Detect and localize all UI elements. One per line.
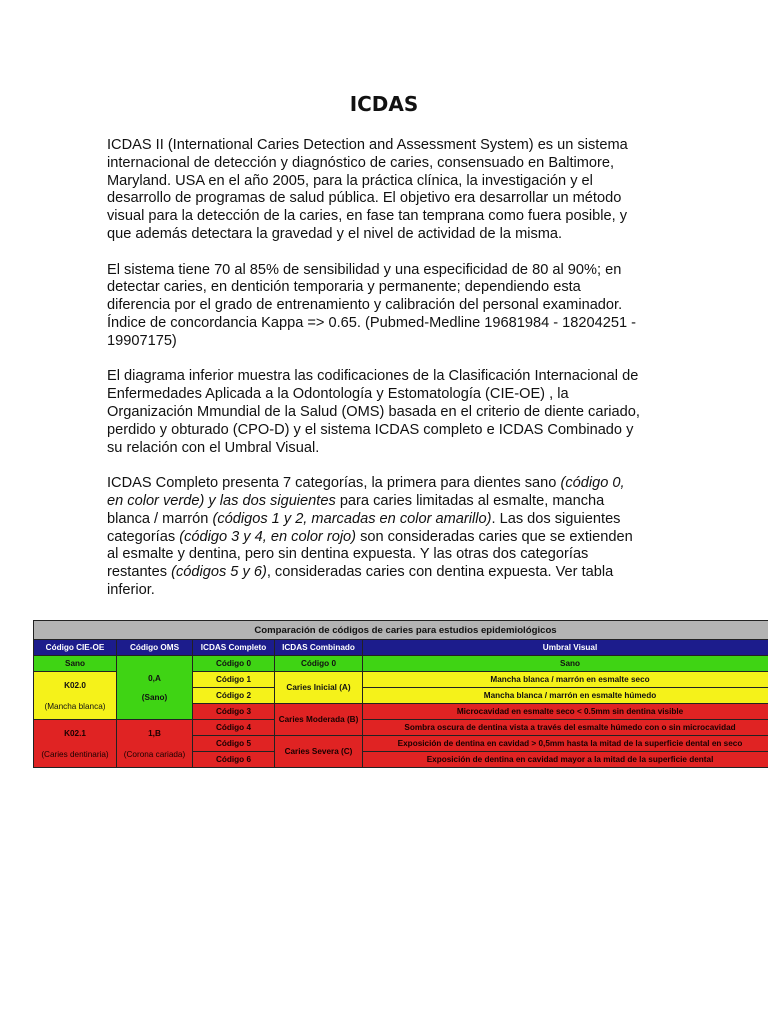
cie-caries-dentinaria: (Caries dentinaria) — [41, 749, 109, 759]
paragraph-4-italic: (códigos 5 y 6) — [171, 564, 267, 581]
icdas-codigo-4: Código 4 — [193, 720, 275, 736]
cie-sano: Sano — [34, 656, 117, 672]
combinado-codigo-0: Código 0 — [275, 656, 363, 672]
header-icdas-completo: ICDAS Completo — [193, 640, 275, 656]
paragraph-4-text: . Las dos siguientes categorías — [107, 510, 621, 545]
cie-k021 — [34, 720, 117, 768]
oms-0a-code: 0,A — [148, 673, 161, 683]
paragraph-4-text: son consideradas caries que se extienden al esmalte y dentina, pero sin dentina expuesta. Y las otras dos categorías restantes — [107, 528, 633, 581]
paragraph-4-italic: (código 0, en color verde) y las dos siguientes — [107, 475, 625, 509]
table-row — [34, 720, 768, 736]
caries-codes-table — [33, 620, 768, 768]
table-row — [34, 656, 768, 672]
icdas-codigo-5: Código 5 — [193, 736, 275, 752]
header-cie-oe: Código CIE-OE — [34, 640, 117, 656]
header-icdas-combinado: ICDAS Combinado — [275, 640, 363, 656]
oms-0a — [117, 656, 193, 720]
umbral-4: Sombra oscura de dentina vista a través del esmalte húmedo con o sin microcavidad — [363, 720, 768, 736]
paragraph-4 — [107, 475, 667, 600]
combinado-moderada: Caries Moderada (B) — [275, 704, 363, 736]
oms-1b — [117, 720, 193, 768]
cie-k021-code: K02.1 — [64, 728, 86, 738]
umbral-1: Mancha blanca / marrón en esmalte seco — [363, 672, 768, 688]
icdas-codigo-1: Código 1 — [193, 672, 275, 688]
umbral-sano: Sano — [363, 656, 768, 672]
paragraph-3: El diagrama inferior muestra las codificaciones de la Clasificación Internacional de Enfermedades Aplicada a la Odontología y Estomatología (CIE-OE) , la Organización Mmundial de la Salud (OMS) basada en el criterio de diente cariado, perdido y obturado (CPO-D) y el sistema ICDAS completo e ICDAS Combinado y su relación con el Umbral Visual. — [107, 368, 640, 456]
cie-k020 — [34, 672, 117, 720]
paragraph-2: El sistema tiene 70 al 85% de sensibilidad y una especificidad de 80 al 90%; en detectar caries, en dentición temporaria y permanente; dependiendo esta diferencia por el grado de entrenamiento y calibración del personal examinador. Índice de concordancia Kappa => 0.65. (Pubmed-Medline 19681984 - 18204251 - 19907175) — [107, 261, 636, 349]
umbral-2: Mancha blanca / marrón en esmalte húmedo — [363, 688, 768, 704]
table-header-row — [34, 640, 768, 656]
header-oms: Código OMS — [117, 640, 193, 656]
table-title: Comparación de códigos de caries para estudios epidemiológicos — [34, 621, 768, 640]
paragraph-1: ICDAS II (International Caries Detection and Assessment System) es un sistema internacional de detección y diagnóstico de caries, consensuado en Baltimore, Maryland. USA en el año 2005, para la práctica clínica, la investigación y el desarrollo de programas de salud pública. El objetivo era desarrollar un método visual para la detección de la caries, en fase tan temprana como fuera posible, y que además detectara la gravedad y el nivel de actividad de la misma. — [107, 137, 628, 242]
oms-sano-label: (Sano) — [141, 692, 168, 702]
cie-k020-code: K02.0 — [64, 680, 86, 690]
cie-mancha-blanca: (Mancha blanca) — [44, 701, 106, 711]
umbral-3: Microcavidad en esmalte seco < 0.5mm sin dentina visible — [363, 704, 768, 720]
icdas-codigo-2: Código 2 — [193, 688, 275, 704]
page-title: ICDAS — [349, 92, 419, 116]
header-umbral-visual: Umbral Visual — [363, 640, 768, 656]
paragraph-4-text: , consideradas caries con dentina expuesta. Ver tabla inferior. — [107, 564, 614, 598]
body-text — [107, 137, 667, 618]
icdas-codigo-3: Código 3 — [193, 704, 275, 720]
paragraph-4-text: para caries limitadas al esmalte, mancha blanca / marrón — [107, 492, 605, 527]
table-title-row — [34, 621, 768, 640]
combinado-inicial: Caries Inicial (A) — [275, 672, 363, 704]
paragraph-4-italic: (códigos 1 y 2, marcadas en color amarillo) — [212, 510, 492, 527]
paragraph-4-text: ICDAS Completo presenta 7 categorías, la primera para dientes sano — [107, 475, 561, 492]
umbral-6: Exposición de dentina en cavidad mayor a la mitad de la superficie dental — [363, 752, 768, 768]
icdas-codigo-6: Código 6 — [193, 752, 275, 768]
paragraph-4-italic: (código 3 y 4, en color rojo) — [179, 528, 357, 545]
umbral-5: Exposición de dentina en cavidad > 0,5mm hasta la mitad de la superficie dental en seco — [363, 736, 768, 752]
combinado-severa: Caries Severa (C) — [275, 736, 363, 768]
oms-1b-code: 1,B — [148, 728, 161, 738]
icdas-codigo-0: Código 0 — [193, 656, 275, 672]
oms-corona-cariada: (Corona cariada) — [123, 749, 186, 759]
